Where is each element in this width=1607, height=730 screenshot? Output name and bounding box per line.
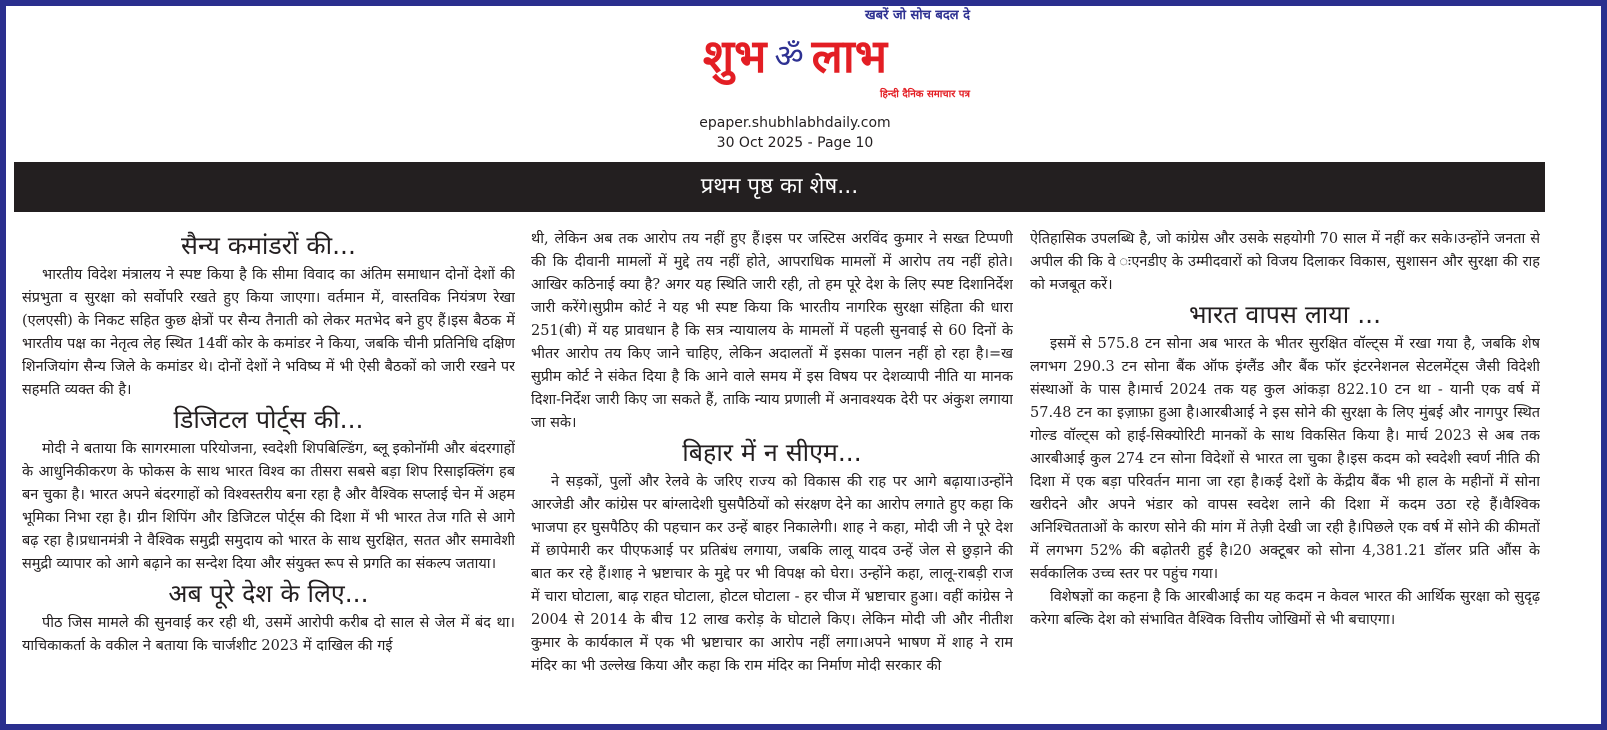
- brand-right: लाभ: [811, 29, 888, 83]
- article-text: विशेषज्ञों का कहना है कि आरबीआई का यह कदम न केवल भारत की आर्थिक सुरक्षा को सुदृढ़ करेगा बल्कि देश को संभावित वैश्विक वित्तीय जोखिमों से भी बचाएगा।: [1030, 589, 1540, 628]
- masthead-brand: [620, 24, 970, 88]
- masthead-subtagline: हिन्दी दैनिक समाचार पत्र: [879, 89, 970, 100]
- article-text: थी, लेकिन अब तक आरोप तय नहीं हुए हैं।इस पर जस्टिस अरविंद कुमार ने सख्त टिप्पणी की कि दीवानी मामलों में मुद्दे तय नहीं होते, आपराधिक मामलों में आरोप तय नहीं होते। आखिर कठिनाई क्या है? अगर यह स्थिति जारी रही, तो हम पूरे देश के लिए स्पष्ट दिशानिर्देश जारी करेंगे।सुप्रीम कोर्ट ने यह भी स्पष्ट किया कि भारतीय नागरिक सुरक्षा संहिता की धारा 251(बी) में यह प्रावधान है कि सत्र न्यायालय के मामलों में पहली सुनवाई से 60 दिनों के भीतर आरोप तय किए जाने चाहिए, लेकिन अदालतों में इसका पालन नहीं हो रहा है।=ख सुप्रीम कोर्ट ने संकेत दिया है कि आने वाले समय में इस विषय पर देशव्यापी नीति या मानक दिशा-निर्देश जारी किए जा सकते हैं, ताकि न्याय प्रणाली में अनावश्यक देरी पर अंकुश लगाया जा सके।: [531, 231, 1013, 431]
- headline: सैन्य कमांडरों की...: [181, 231, 356, 260]
- article-text: मोदी ने बताया कि सागरमाला परियोजना, स्वदेशी शिपबिल्डिंग, ब्लू इकोनॉमी और बंदरगाहों के आधुनिकीकरण के फोकस के साथ भारत विश्व का तीसरा सबसे बड़ा शिप रिसाइक्लिंग हब बन चुका है। भारत अपने बंदरगाहों को विश्वस्तरीय बना रहा है और वैश्विक सप्लाई चेन में अहम भूमिका निभा रहा है। ग्रीन शिपिंग और डिजिटल पोर्ट्स की दिशा में भी भारत तेज गति से आगे बढ़ रहा है।प्रधानमंत्री ने वैश्विक समुद्री समुदाय को भारत के साथ सुरक्षित, सतत और समावेशी समुद्री व्यापार को आगे बढ़ाने का सन्देश दिया और संयुक्त रूप से प्रगति का संकल्प जताया।: [22, 441, 515, 572]
- headline: बिहार में न सीएम...: [682, 438, 862, 467]
- article-text: ने सड़कों, पुलों और रेलवे के जरिए राज्य को विकास की राह पर आगे बढ़ाया।उन्होंने आरजेडी और कांग्रेस पर बांग्लादेशी घुसपैठियों को संरक्षण देने का आरोप लगाते हुए कहा कि भाजपा हर घुसपैठिए की पहचान कर उन्हें बाहर निकालेगी। शाह ने कहा, मोदी जी ने पूरे देश में छापेमारी कर पीएफआई पर प्रतिबंध लगाया, जबकि लालू यादव उन्हें जेल से छुड़ाने की बात कर रहे हैं।शाह ने भ्रष्टाचार के मुद्दे पर भी विपक्ष को घेरा। उन्होंने कहा, लालू-राबड़ी राज में चारा घोटाला, बाढ़ राहत घोटाला, होटल घोटाला - हर चीज में भ्रष्टाचार हुआ। वहीं कांग्रेस ने 2004 से 2014 के बीच 12 लाख करोड़ के घोटाले किए। लेकिन मोदी जी और नीतीश कुमार के कार्यकाल में एक भी भ्रष्टाचार का आरोप नहीं लगा।अपने भाषण में शाह ने राम मंदिर का भी उल्लेख किया और कहा कि राम मंदिर का निर्माण मोदी सरकार की: [531, 474, 1013, 674]
- article-text: भारतीय विदेश मंत्रालय ने स्पष्ट किया है कि सीमा विवाद का अंतिम समाधान दोनों देशों की संप्रभुता व सुरक्षा को सर्वोपरि रखते हुए किया जाएगा। वर्तमान में, वास्तविक नियंत्रण रेखा (एलएसी) के निकट सहित कुछ क्षेत्रों पर सैन्य तैनाती को लेकर मतभेद बने हुए हैं।इस बैठक में भारतीय पक्ष का नेतृत्व लेह स्थित 14वीं कोर के कमांडर ने किया, जबकि चीनी प्रतिनिधि दक्षिण शिनजियांग सैन्य जिले के कमांडर थे। दोनों देशों ने भविष्य में भी ऐसी बैठकों को जारी रखने पर सहमति व्यक्त की है।: [22, 267, 515, 398]
- brand-left: शुभ: [702, 29, 767, 83]
- article-text: पीठ जिस मामले की सुनवाई कर रही थी, उसमें आरोपी करीब दो साल से जेल में बंद था। याचिकाकर्ता के वकील ने बताया कि चार्जशीट 2023 में दाखिल की गई: [22, 615, 515, 654]
- article-text: ऐतिहासिक उपलब्धि है, जो कांग्रेस और उसके सहयोगी 70 साल में नहीं कर सके।उन्होंने जनता से अपील की कि वे ःएनडीए के उम्मीदवारों को विजय दिलाकर विकास, सुशासन और सुरक्षा की राह को मजबूत करें।: [1030, 231, 1540, 293]
- section-banner: प्रथम पृष्ठ का शेष...: [14, 162, 1545, 212]
- site-url[interactable]: epaper.shubhlabhdaily.com: [699, 115, 891, 131]
- date-page: 30 Oct 2025 - Page 10: [716, 135, 874, 151]
- article-text: इसमें से 575.8 टन सोना अब भारत के भीतर सुरक्षित वॉल्ट्स में रखा गया है, जबकि शेष लगभग 290.3 टन सोना बैंक ऑफ इंग्लैंड और बैंक फॉर इंटरनेशनल सेटलमेंट्स जैसी विदेशी संस्थाओं के पास है।मार्च 2024 तक यह कुल आंकड़ा 822.10 टन था - यानी एक वर्ष में 57.48 टन का इज़ाफ़ा हुआ है।आरबीआई ने इस सोने की सुरक्षा के लिए मुंबई और नागपुर स्थित गोल्ड वॉल्ट्स को हाई-सिक्योरिटी मानकों के साथ विकसित किया है। मार्च 2023 से अब तक आरबीआई कुल 274 टन सोना विदेशों से भारत ला चुका है।इस कदम को स्वदेशी स्वर्ण नीति की दिशा में एक बड़ा परिवर्तन माना जा रहा है।कई देशों के केंद्रीय बैंक भी हाल के महीनों में सोना खरीदने और अपने भंडार को वापस स्वदेश लाने की दिशा में कदम उठा रहे हैं।वैश्विक अनिश्चितताओं के कारण सोने की मांग में तेज़ी देखी जा रही है।पिछले एक वर्ष में सोने की कीमतों में लगभग 52% की बढ़ोतरी हुई है।20 अक्टूबर को सोना 4,381.21 डॉलर प्रति औंस के सर्वकालिक उच्च स्तर पर पहुंच गया।: [1030, 336, 1540, 582]
- column-1: [22, 228, 515, 710]
- headline: भारत वापस लाया ...: [1188, 300, 1382, 329]
- column-2: [531, 228, 1013, 710]
- masthead-logo: [620, 8, 970, 106]
- headline: अब पूरे देश के लिए...: [168, 579, 369, 608]
- column-3: [1030, 228, 1540, 710]
- ganesha-icon: ॐ: [774, 37, 804, 75]
- headline: डिजिटल पोर्ट्स की...: [173, 405, 364, 434]
- masthead-tagline: खबरें जो सोच बदल दे: [865, 8, 970, 23]
